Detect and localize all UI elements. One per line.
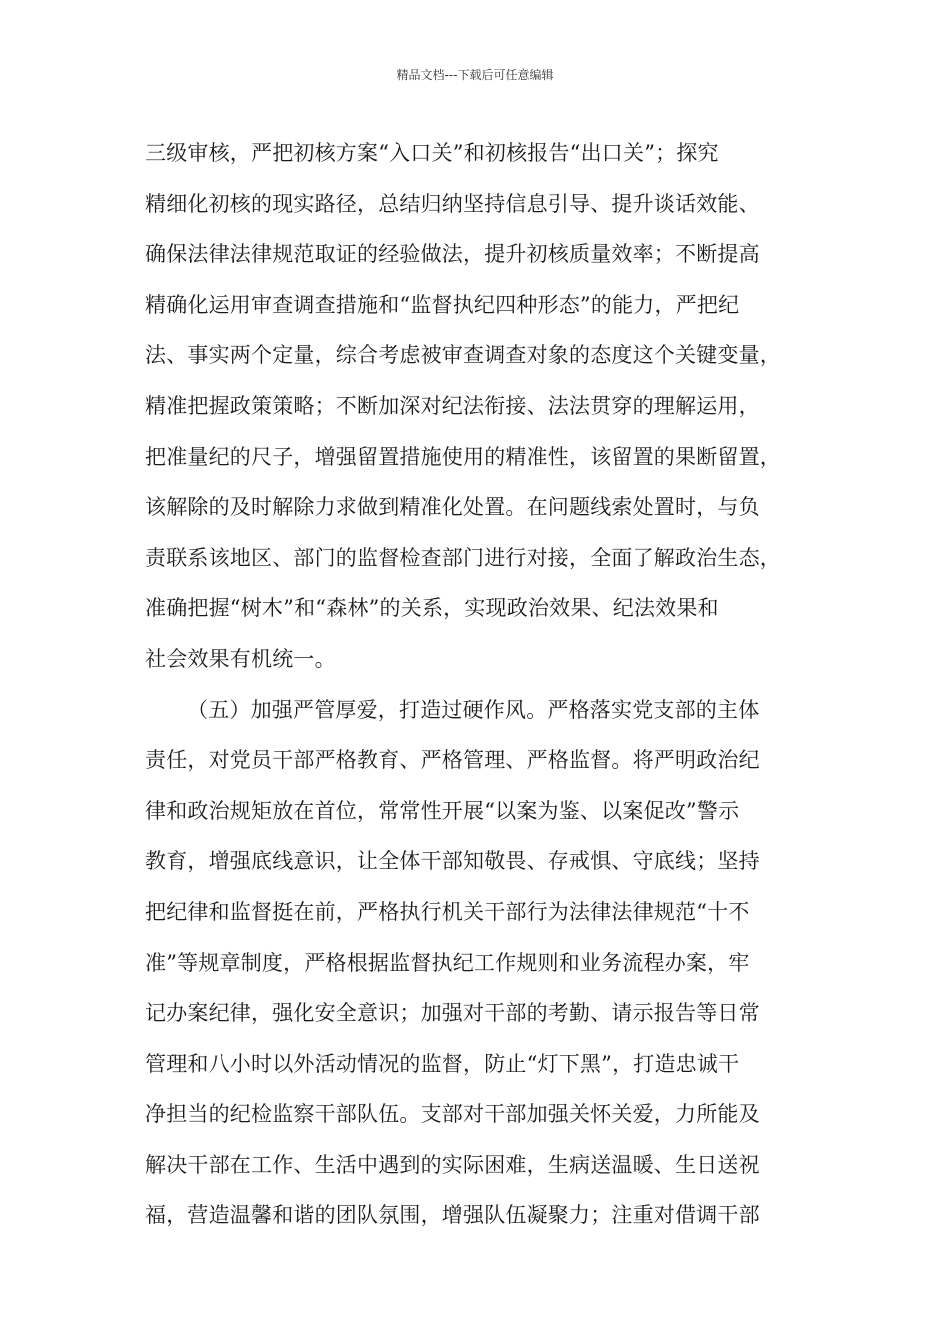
text-line: 精准把握政策策略；不断加深对纪法衔接、法法贯穿的理解运用， — [145, 393, 760, 418]
text-line: 管理和八小时以外活动情况的监督，防止“灯下黑”，打造忠诚干 — [145, 1051, 740, 1076]
text-line: 三级审核，严把初核方案“入口关”和初核报告“出口关”；探究 — [145, 141, 719, 165]
text-line: 责联系该地区、部门的监督检查部门进行对接，全面了解政治生态， — [145, 545, 781, 570]
text-line: 准”等规章制度，严格根据监督执纪工作规则和业务流程办案，牢 — [145, 950, 750, 975]
text-line: 该解除的及时解除力求做到精准化处置。在问题线索处置时，与负 — [145, 495, 760, 520]
text-line: 记办案纪律，强化安全意识；加强对干部的考勤、请示报告等日常 — [145, 1001, 760, 1026]
text-line: 解决干部在工作、生活中遇到的实际困难，生病送温暖、生日送祝 — [145, 1152, 760, 1177]
text-line: 社会效果有机统一。 — [145, 646, 336, 671]
text-line: 把准量纪的尺子，增强留置措施使用的精准性，该留置的果断留置， — [145, 444, 781, 469]
paragraph-start-line: （五）加强严管厚爱，打造过硬作风。严格落实党支部的主体 — [187, 697, 760, 722]
text-line: 净担当的纪检监察干部队伍。支部对干部加强关怀关爱，力所能及 — [145, 1102, 760, 1127]
text-line: 律和政治规矩放在首位，常常性开展“以案为鉴、以案促改”警示 — [145, 798, 740, 823]
text-line: 福，营造温馨和谐的团队氛围，增强队伍凝聚力；注重对借调干部 — [145, 1203, 760, 1228]
text-line: 教育，增强底线意识，让全体干部知敬畏、存戒惧、守底线；坚持 — [145, 849, 760, 874]
text-line: 责任，对党员干部严格教育、严格管理、严格监督。将严明政治纪 — [145, 748, 760, 773]
text-line: 法、事实两个定量，综合考虑被审查调查对象的态度这个关键变量， — [145, 343, 781, 368]
text-line: 确保法律法律规范取证的经验做法，提升初核质量效率；不断提高 — [145, 242, 760, 267]
text-line: 精确化运用审查调查措施和“监督执纪四种形态”的能力，严把纪 — [145, 292, 740, 317]
page-header: 精品文档---下载后可任意编辑 — [396, 68, 554, 82]
text-line: 把纪律和监督挺在前，严格执行机关干部行为法律法律规范“十不 — [145, 899, 750, 924]
text-line: 精细化初核的现实路径，总结归纳坚持信息引导、提升谈话效能、 — [145, 191, 760, 216]
text-line: 准确把握“树木”和“森林”的关系，实现政治效果、纪法效果和 — [145, 596, 719, 621]
document-body — [145, 128, 810, 1241]
